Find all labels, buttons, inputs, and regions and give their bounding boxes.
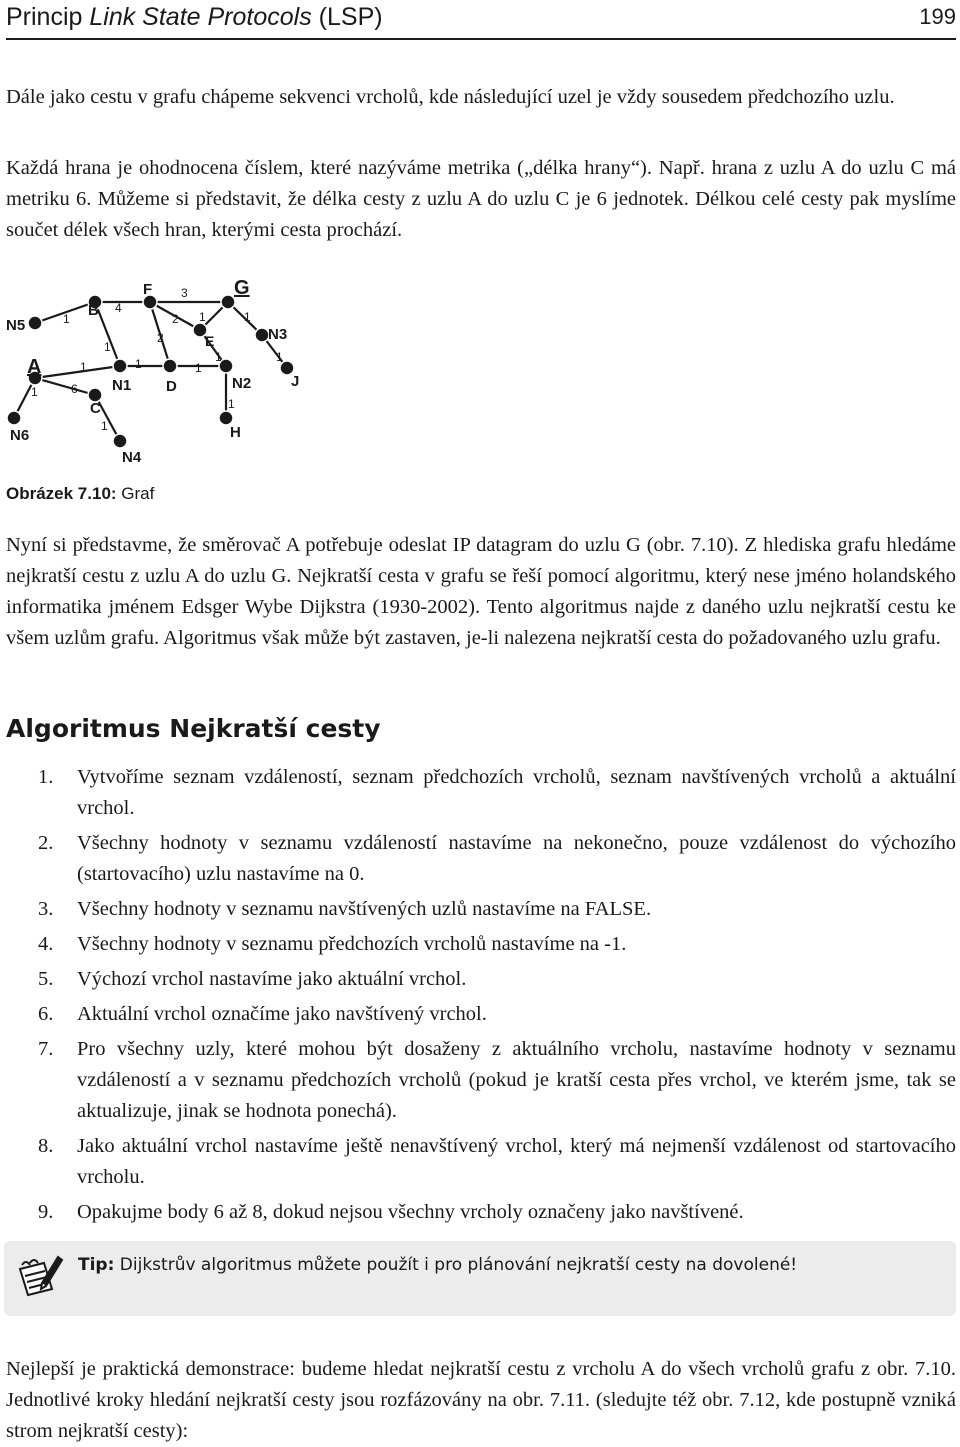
paragraph-demonstration: Nejlepší je praktická demonstrace: budeme hledat nejkratší cestu z vrcholu A do všech vrcholů grafu z obr. 7.10. Jednotlivé kroky hledání nejkratší cesty jsou rozfázovány na obr. 7.11. (sledujte též obr. 7.12, kde postupně vzniká strom nejkratší cesty): bbox=[6, 1358, 956, 1442]
list-item: 9. Opakujme body 6 až 8, dokud nejsou všechny vrcholy označeny jako navštívené. bbox=[38, 1201, 744, 1223]
page-header bbox=[6, 2, 956, 40]
edge-A-C bbox=[35, 378, 95, 395]
graph-figure bbox=[0, 270, 320, 475]
tip-notepad-icon bbox=[14, 1253, 64, 1297]
node-label-N1: N1 bbox=[112, 377, 132, 394]
figure-caption: Obrázek 7.10: Graf bbox=[6, 484, 155, 503]
node-label-N4: N4 bbox=[122, 449, 142, 466]
node-label-E: E bbox=[205, 333, 215, 349]
list-item: 3. Všechny hodnoty v seznamu navštívených uzlů nastavíme na FALSE. bbox=[38, 898, 652, 920]
node-N3 bbox=[255, 328, 269, 342]
tip-box bbox=[4, 1241, 956, 1316]
edge-label-F-G: 3 bbox=[181, 286, 188, 300]
edge-label-N3-J: 1 bbox=[276, 350, 283, 364]
list-item: 8. Jako aktuální vrchol nastavíme ještě nenavštívený vrchol, který má nejmenší vzdálenost od startovacího vrcholu. bbox=[38, 1135, 956, 1188]
paragraph-dijkstra-intro: Nyní si představme, že směrovač A potřebuje odeslat IP datagram do uzlu G (obr. 7.10). Z hlediska grafu hledáme nejkratší cestu z uzlu A do uzlu G. Nejkratší cesta v grafu se řeší pomocí algoritmu, který nese jméno holandského informatika jménem Edsger Wybe Dijkstra (1930-2002). Tento algoritmus najde z daného uzlu nejkratší cestu ke všem uzlům grafu. Algoritmus však může být zastaven, je-li nalezena nejkratší cesta do požadovaného uzlu grafu. bbox=[6, 534, 956, 649]
node-label-B: B bbox=[88, 302, 99, 319]
node-label-N3: N3 bbox=[268, 326, 288, 343]
node-N6 bbox=[7, 411, 21, 425]
node-label-J: J bbox=[291, 373, 300, 390]
list-item: 5. Výchozí vrchol nastavíme jako aktuální vrchol. bbox=[38, 968, 467, 990]
paragraph-edge-metric: Každá hrana je ohodnocena číslem, které nazýváme metrika („délka hrany“). Např. hrana z uzlu A do uzlu C má metriku 6. Můžeme si představit, že délka cesty z uzlu A do uzlu C je 6 jednotek. Délkou celé cesty pak myslíme součet délek všech hran, kterými cesta prochází. bbox=[6, 157, 956, 241]
edge-label-C-N4: 1 bbox=[101, 419, 108, 433]
node-label-D: D bbox=[166, 378, 177, 395]
node-G bbox=[221, 295, 235, 309]
algorithm-steps bbox=[0, 762, 956, 1232]
edge-label-N1-D: 1 bbox=[135, 357, 142, 371]
node-N1 bbox=[113, 359, 127, 373]
edge-label-E-G: 1 bbox=[199, 310, 206, 324]
node-label-C: C bbox=[90, 400, 101, 417]
list-item: 1. Vytvoříme seznam vzdáleností, seznam předchozích vrcholů, seznam navštívených vrcholů a aktuální vrchol. bbox=[38, 766, 956, 819]
edge-label-N6-A: 1 bbox=[31, 385, 38, 399]
edge-label-B-N1: 1 bbox=[104, 340, 111, 354]
node-label-N5: N5 bbox=[6, 317, 26, 334]
node-N5 bbox=[28, 316, 42, 330]
edge-label-A-N1: 1 bbox=[80, 360, 87, 374]
chapter-title: Princip Link State Protocols (LSP) bbox=[6, 3, 383, 31]
list-item: 7. Pro všechny uzly, které mohou být dosaženy z aktuálního vrcholu, nastavíme hodnoty v seznamu vzdáleností a v seznamu předchozích vrcholů (pokud je kratší cesta přes vrchol, ve kterém jsme, tak se aktualizuje, jinak se hodnota ponechá). bbox=[38, 1038, 956, 1122]
edge-label-D-N2: 1 bbox=[195, 361, 202, 375]
list-item: 4. Všechny hodnoty v seznamu předchozích vrcholů nastavíme na -1. bbox=[38, 933, 627, 955]
node-label-N6: N6 bbox=[10, 427, 30, 444]
node-H bbox=[219, 411, 233, 425]
paragraph-path-definition: Dále jako cestu v grafu chápeme sekvenci vrcholů, kde následující uzel je vždy sousedem předchozího uzlu. bbox=[6, 86, 895, 108]
edge-label-N2-H: 1 bbox=[228, 397, 235, 411]
node-label-F: F bbox=[143, 281, 153, 298]
edge-label-F-D: 2 bbox=[157, 331, 164, 345]
edge-label-A-C: 6 bbox=[71, 382, 78, 396]
edge-label-E-N2: 1 bbox=[215, 350, 222, 364]
node-label-G: G bbox=[234, 277, 250, 299]
edge-label-N5-B: 1 bbox=[63, 312, 70, 326]
edge-label-B-F: 4 bbox=[115, 301, 122, 315]
tip-text: Tip: Dijkstrův algoritmus můžete použít i pro plánování nejkratší cesty na dovolené! bbox=[78, 1255, 798, 1275]
edge-label-F-E: 2 bbox=[172, 312, 179, 326]
edge-label-G-N3: 1 bbox=[244, 310, 251, 324]
page-number: 199 bbox=[919, 4, 956, 29]
list-item: 2. Všechny hodnoty v seznamu vzdáleností nastavíme na nekonečno, pouze vzdálenost do výchozího (startovacího) uzlu nastavíme na 0. bbox=[38, 832, 956, 885]
edge-A-N1 bbox=[35, 366, 120, 378]
node-label-H: H bbox=[230, 424, 241, 441]
node-label-A: A bbox=[27, 356, 42, 378]
node-label-N2: N2 bbox=[232, 375, 252, 392]
node-D bbox=[163, 359, 177, 373]
list-item: 6. Aktuální vrchol označíme jako navštívený vrchol. bbox=[38, 1003, 487, 1025]
section-title: Algoritmus Nejkratší cesty bbox=[6, 714, 381, 743]
node-N4 bbox=[113, 434, 127, 448]
